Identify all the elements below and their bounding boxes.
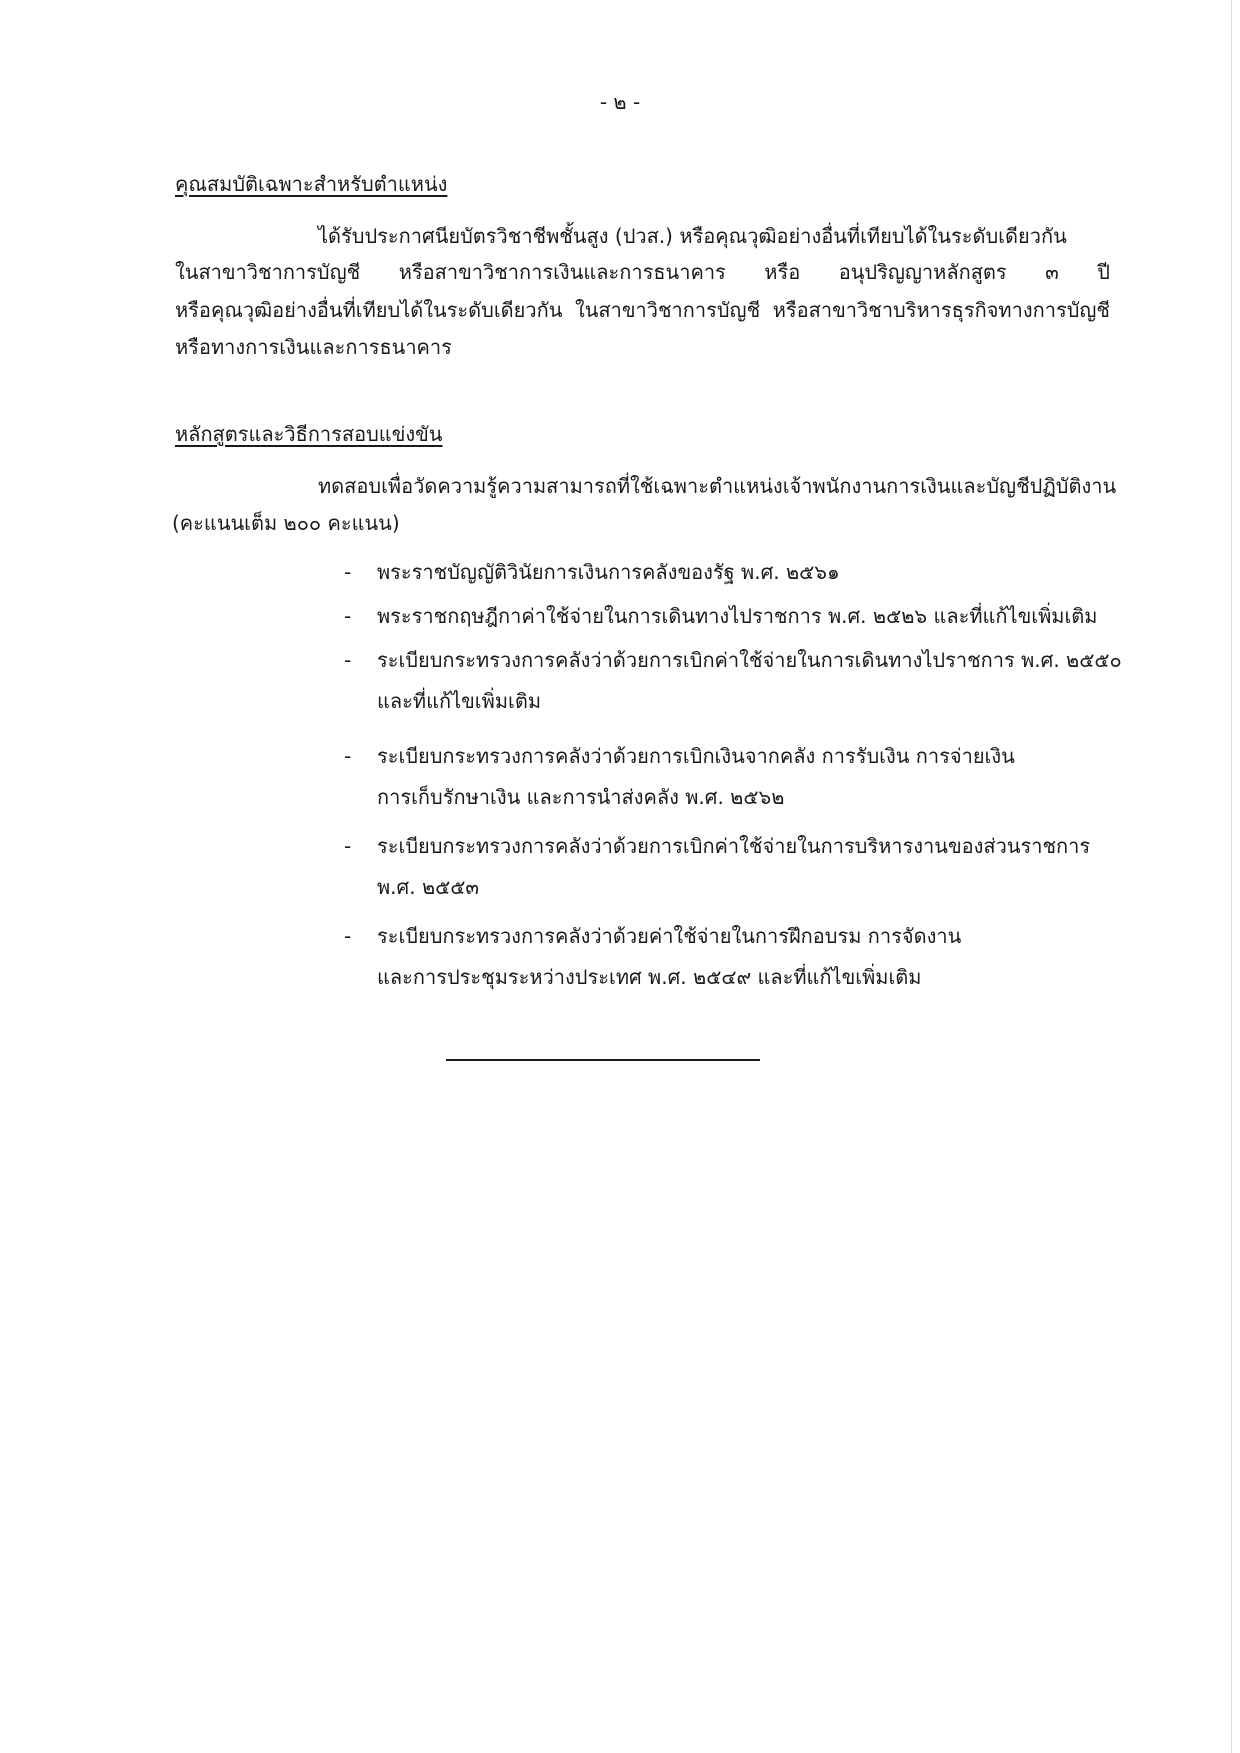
qualification-line: หรือทางการเงินและการธนาคาร	[175, 335, 452, 359]
page-number: - ๒ -	[599, 90, 641, 114]
bullet-dash: -	[344, 604, 352, 628]
qualification-line: ในสาขาวิชาการบัญชี หรือสาขาวิชาการเงินและการธนาคาร หรือ อนุปริญญาหลักสูตร ๓ ปี	[175, 260, 1110, 284]
bullet-dash: -	[344, 560, 352, 584]
exam-item-line: และที่แก้ไขเพิ่มเติม	[377, 689, 542, 713]
page-edge-line	[1231, 0, 1232, 1753]
bullet-dash: -	[344, 834, 352, 858]
exam-item-line: ระเบียบกระทรวงการคลังว่าด้วยการเบิกเงินจากคลัง การรับเงิน การจ่ายเงิน	[377, 744, 1015, 768]
end-divider	[446, 1059, 760, 1061]
exam-item-line: ระเบียบกระทรวงการคลังว่าด้วยค่าใช้จ่ายในการฝึกอบรม การจัดงาน	[377, 924, 962, 948]
exam-item-line: ระเบียบกระทรวงการคลังว่าด้วยการเบิกค่าใช้จ่ายในการบริหารงานของส่วนราชการ	[377, 834, 1091, 858]
bullet-dash: -	[344, 924, 352, 948]
bullet-dash: -	[344, 648, 352, 672]
exam-intro-line: (คะแนนเต็ม ๒๐๐ คะแนน)	[172, 511, 400, 535]
exam-item-line: การเก็บรักษาเงิน และการนำส่งคลัง พ.ศ. ๒๕๖๒	[377, 785, 785, 809]
exam-item-line: พระราชบัญญัติวินัยการเงินการคลังของรัฐ พ.ศ. ๒๕๖๑	[377, 560, 840, 584]
qualification-line: หรือคุณวุฒิอย่างอื่นที่เทียบได้ในระดับเดียวกัน ในสาขาวิชาการบัญชี หรือสาขาวิชาบริหารธุรกิจทางการบัญชี	[175, 298, 1110, 322]
exam-heading: หลักสูตรและวิธีการสอบแข่งขัน	[175, 422, 443, 446]
exam-item-line: พระราชกฤษฎีกาค่าใช้จ่ายในการเดินทางไปราชการ พ.ศ. ๒๕๒๖ และที่แก้ไขเพิ่มเติม	[377, 604, 1098, 628]
exam-item-line: ระเบียบกระทรวงการคลังว่าด้วยการเบิกค่าใช้จ่ายในการเดินทางไปราชการ พ.ศ. ๒๕๕๐	[377, 648, 1122, 672]
exam-intro-line: ทดสอบเพื่อวัดความรู้ความสามารถที่ใช้เฉพาะตำแหน่งเจ้าพนักงานการเงินและบัญชีปฏิบัติงาน	[318, 474, 1117, 498]
exam-item-line: และการประชุมระหว่างประเทศ พ.ศ. ๒๕๔๙ และที่แก้ไขเพิ่มเติม	[377, 965, 922, 989]
exam-item-line: พ.ศ. ๒๕๕๓	[377, 875, 480, 899]
bullet-dash: -	[344, 744, 352, 768]
qualification-line: ได้รับประกาศนียบัตรวิชาชีพชั้นสูง (ปวส.) หรือคุณวุฒิอย่างอื่นที่เทียบได้ในระดับเดียวกัน	[318, 224, 1067, 248]
qualification-heading: คุณสมบัติเฉพาะสำหรับตำแหน่ง	[175, 172, 448, 196]
